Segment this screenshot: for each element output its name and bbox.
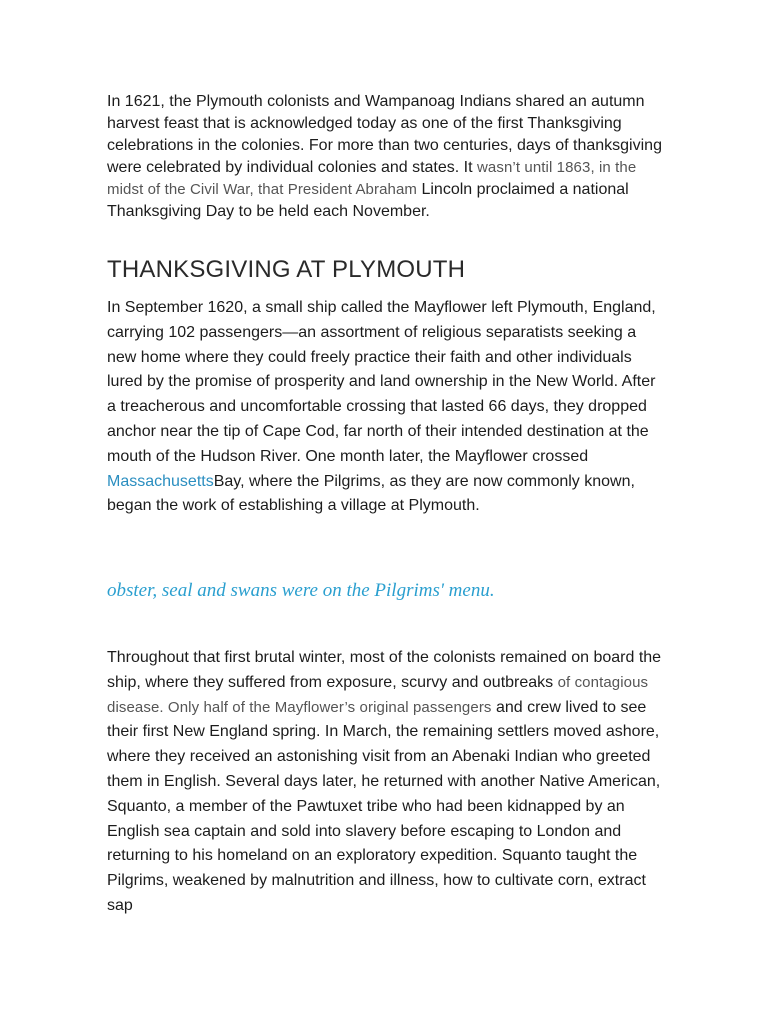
plymouth-text-2: Bay, where the Pilgrims, as they are now commonly known, began the work of establishing a village at Plymouth.: [107, 472, 635, 515]
winter-paragraph: [107, 646, 667, 919]
massachusetts-link[interactable]: Massachusetts: [107, 472, 214, 490]
intro-text-2: wasn’t until 1863, in the midst of the Civil War, that President Abraham: [107, 159, 637, 198]
intro-text-1: In 1621, the Plymouth colonists and Wampanoag Indians shared an autumn harvest feast that is acknowledged today as one of the first Thanksgiving celebrations in the colonies. For more than two centuries, days of thanksgiving were celebrated by individual colonies and states. It: [107, 93, 662, 176]
plymouth-text-1: In September 1620, a small ship called the Mayflower left Plymouth, England, carrying 102 passengers—an assortment of religious separatists seeking a new home where they could freely practice their faith and other individuals lured by the promise of prosperity and land ownership in the New World. After a treacherous and uncomfortable crossing that lasted 66 days, they dropped anchor near the tip of Cape Cod, far north of their intended destination at the mouth of the Hudson River. One month later, the Mayflower crossed: [107, 299, 656, 465]
plymouth-paragraph: [107, 296, 667, 519]
intro-text-3: Lincoln proclaimed a national Thanksgiving Day to be held each November.: [107, 181, 629, 220]
winter-text-1: Throughout that first brutal winter, most of the colonists remained on board the ship, where they suffered from exposure, scurvy and outbreaks: [107, 649, 662, 691]
section-heading: THANKSGIVING AT PLYMOUTH: [107, 256, 466, 283]
intro-paragraph: [107, 91, 667, 223]
winter-text-3: and crew lived to see their first New England spring. In March, the remaining settlers moved ashore, where they received an astonishing visit from an Abenaki Indian who greeted them in English. Several days later, he returned with another Native American, Squanto, a member of the Pawtuxet tribe who had been kidnapped by an English sea captain and sold into slavery before escaping to London and returning to his homeland on an exploratory expedition. Squanto taught the Pilgrims, weakened by malnutrition and illness, how to cultivate corn, extract sap: [107, 698, 661, 914]
pull-quote: obster, seal and swans were on the Pilgrims' menu.: [107, 580, 495, 601]
winter-text-2: of contagious disease. Only half of the Mayflower’s original passengers: [107, 673, 649, 716]
